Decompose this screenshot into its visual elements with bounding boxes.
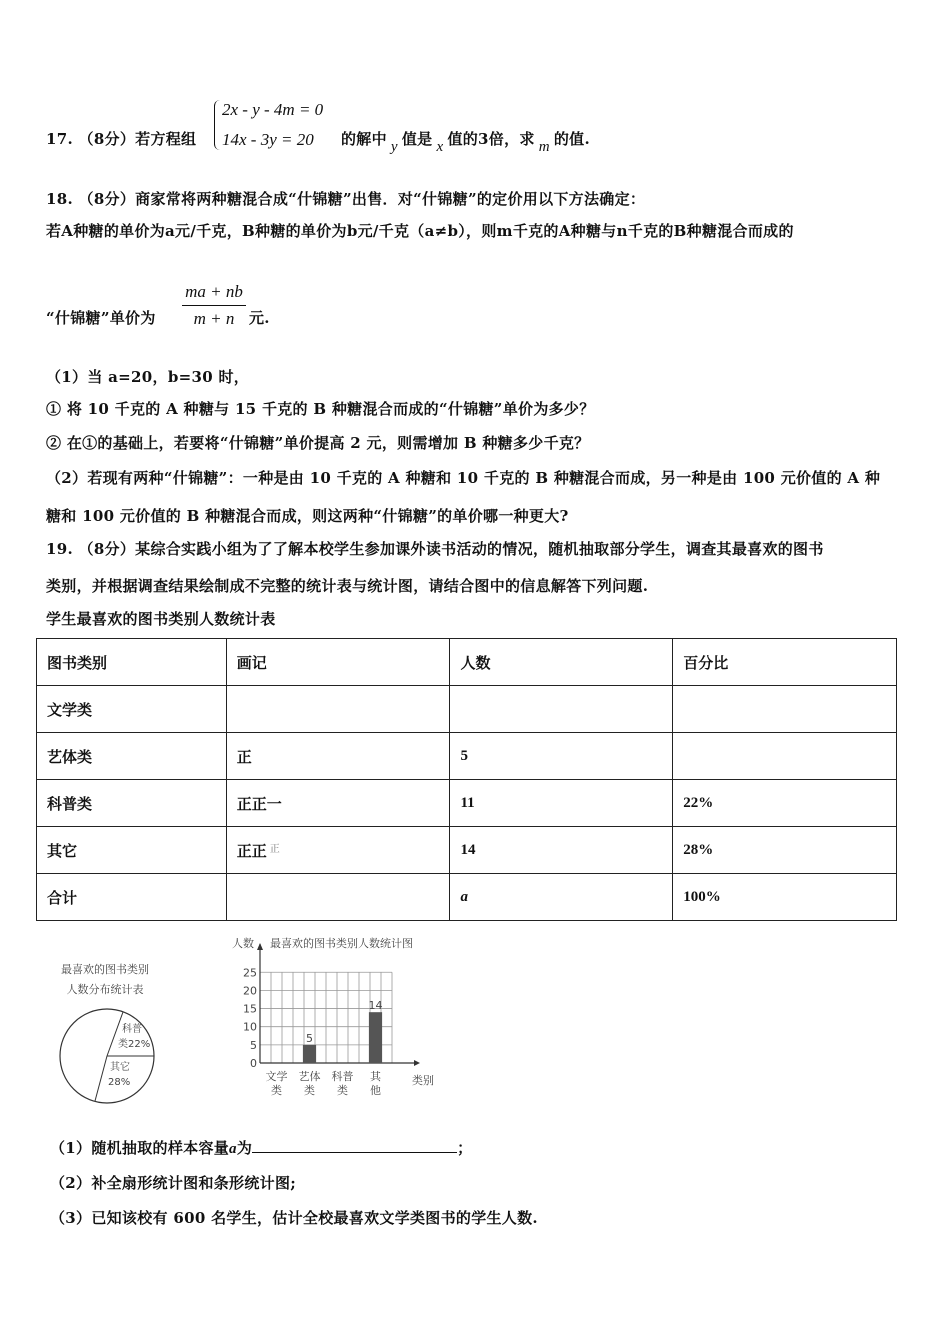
- bar: [369, 1012, 382, 1063]
- y-tick-label: 5: [250, 1038, 257, 1052]
- table-row: [37, 780, 897, 827]
- sub-question-1: [50, 1137, 472, 1158]
- table-row: [37, 874, 897, 921]
- sub-question-3: （3）已知该校有 600 名学生，估计全校最喜欢文学类图书的学生人数.: [50, 1209, 538, 1227]
- q17-tail: [341, 128, 590, 155]
- table-cell: 28%: [673, 827, 897, 874]
- bar-ylabel: 人数: [232, 937, 254, 950]
- table-cell: [673, 733, 897, 780]
- table-cell: 正正一: [226, 780, 450, 827]
- q18-part1a: ① 将 10 千克的 A 种糖与 15 千克的 B 种糖混合而成的“什锦糖”单价为多少？: [46, 400, 595, 418]
- pie-label-science-1: 科普: [122, 1024, 142, 1035]
- x-tick-label: 其: [370, 1070, 381, 1083]
- q17-text-2: 值是: [401, 130, 433, 148]
- var-y: y: [390, 139, 398, 155]
- bar-title: 最喜欢的图书类别人数统计图: [270, 937, 413, 950]
- q17-text-3: 值的3倍，求: [447, 130, 535, 148]
- y-tick-label: 0: [250, 1057, 257, 1070]
- sub1-end: ；: [457, 1139, 473, 1157]
- x-axis-arrow: [414, 1060, 420, 1066]
- table-cell: [226, 827, 450, 874]
- x-tick-label: 文学: [265, 1070, 288, 1083]
- table-cell: [450, 686, 673, 733]
- equation-1: 2x - y - 4m = 0: [222, 100, 324, 119]
- q18-part1: （1）当 a=20，b=30 时，: [46, 368, 250, 386]
- table-cell: 正: [226, 733, 450, 780]
- header-cell: 百分比: [673, 639, 897, 686]
- bar-value-label: 14: [368, 999, 383, 1013]
- table-cell: 14: [450, 827, 673, 874]
- q17-text-4: 的值.: [553, 130, 590, 148]
- q18-part2b: 糖和 100 元价值的 B 种糖混合而成，则这两种“什锦糖”的单价哪一种更大?: [46, 507, 569, 525]
- table-row: [37, 827, 897, 874]
- x-tick-label: 类: [271, 1084, 282, 1097]
- y-axis-arrow: [257, 943, 263, 950]
- bar: [303, 1045, 316, 1063]
- q19-line2: 类别，并根据调查结果绘制成不完整的统计表与统计图，请结合图中的信息解答下列问题.: [46, 577, 649, 595]
- y-tick-label: 20: [243, 984, 257, 998]
- x-tick-label: 类: [337, 1084, 348, 1097]
- y-tick-label: 10: [243, 1020, 257, 1034]
- equation-2: 14x - 3y = 20: [222, 130, 314, 149]
- table-cell: [673, 686, 897, 733]
- bar-xlabel: 类别: [412, 1074, 434, 1087]
- q18-line1: 18. （8分）商家常将两种糖混合成“什锦糖”出售．对“什锦糖”的定价用以下方法确定：: [46, 190, 646, 208]
- fraction-numerator: ma + nb: [185, 282, 243, 301]
- table-row: [37, 733, 897, 780]
- pie-title-1: 最喜欢的图书类别: [61, 963, 149, 976]
- y-tick-label: 25: [243, 966, 257, 980]
- table-cell: 100%: [673, 874, 897, 921]
- header-cell: 人数: [450, 639, 673, 686]
- pie-title-2: 人数分布统计表: [66, 983, 144, 996]
- chart-layer: [243, 943, 420, 1097]
- sub1-var: a: [229, 1141, 237, 1157]
- fraction-denominator: m + n: [193, 309, 235, 328]
- q17-line: [46, 128, 196, 149]
- pie-radius: [95, 1056, 107, 1101]
- system-brace: [214, 100, 221, 150]
- answer-blank[interactable]: [252, 1138, 457, 1153]
- price-fraction: [182, 282, 246, 329]
- var-x: x: [436, 139, 444, 155]
- table-cell: 5: [450, 733, 673, 780]
- header-cell: 图书类别: [37, 639, 227, 686]
- sub1-text: （1）随机抽取的样本容量: [50, 1139, 230, 1157]
- q18-part1b: ② 在①的基础上，若要将“什锦糖”单价提高 2 元，则需增加 B 种糖多少千克？: [46, 434, 590, 452]
- y-tick-label: 15: [243, 1002, 257, 1016]
- q18-part2a: （2）若现有两种“什锦糖”：一种是由 10 千克的 A 种糖和 10 千克的 B 种糖混合而成，另一种是由 100 元价值的 A 种: [46, 469, 881, 487]
- table-cell: 文学类: [37, 686, 227, 733]
- q18-price-label: “什锦糖”单价为: [46, 309, 156, 327]
- sub-question-2: （2）补全扇形统计图和条形统计图;: [50, 1174, 297, 1192]
- pie-chart: [50, 955, 180, 1105]
- table-header-row: [37, 639, 897, 686]
- table-cell: [226, 874, 450, 921]
- table-cell: [226, 686, 450, 733]
- q19-line1: 19. （8分）某综合实践小组为了了解本校学生参加课外读书活动的情况，随机抽取部分学生，调查其最喜欢的图书: [46, 540, 824, 558]
- var-m: m: [538, 139, 550, 155]
- x-tick-label: 类: [304, 1084, 315, 1097]
- table-cell: a: [450, 874, 673, 921]
- sub1-mid: 为: [236, 1139, 253, 1157]
- table-cell: 其它: [37, 827, 227, 874]
- q18-line2: 若A种糖的单价为a元/千克，B种糖的单价为b元/千克（a≠b），则m千克的A种糖与n千克的B种糖混合而成的: [46, 222, 794, 240]
- fraction-bar: [182, 305, 246, 306]
- table-cell: 22%: [673, 780, 897, 827]
- q17-text-1: 的解中: [341, 130, 387, 148]
- pie-label-science-2: 类22%: [118, 1039, 151, 1050]
- x-tick-label: 艺体: [298, 1070, 321, 1083]
- pie-label-other-2: 28%: [108, 1077, 131, 1088]
- table-cell: 科普类: [37, 780, 227, 827]
- table-cell: 11: [450, 780, 673, 827]
- x-tick-label: 他: [370, 1084, 381, 1097]
- table-cell: 艺体类: [37, 733, 227, 780]
- table-title: 学生最喜欢的图书类别人数统计表: [46, 610, 276, 628]
- pie-label-other-1: 其它: [110, 1062, 130, 1073]
- table-row: [37, 686, 897, 733]
- bar-chart: [228, 932, 448, 1107]
- stats-table: [36, 638, 897, 921]
- x-tick-label: 科普: [331, 1070, 354, 1083]
- tally-partial: 正: [269, 843, 280, 855]
- q17-prefix: 17. （8分）若方程组: [46, 130, 197, 148]
- table-cell: 合计: [37, 874, 227, 921]
- tally-text: 正正: [236, 841, 267, 860]
- q18-unit: 元.: [249, 309, 270, 327]
- bar-value-label: 5: [306, 1031, 313, 1045]
- header-cell: 画记: [226, 639, 450, 686]
